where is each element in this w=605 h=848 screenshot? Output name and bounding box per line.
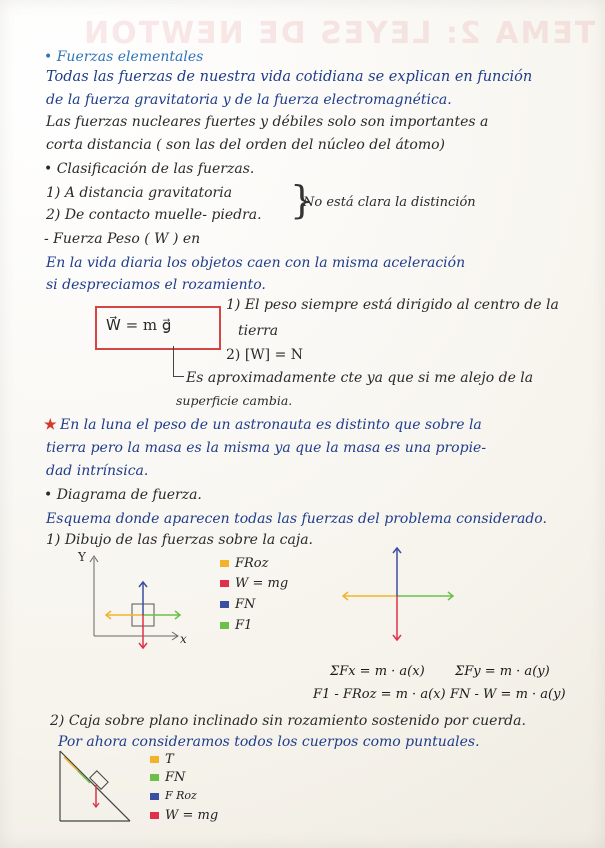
swatch — [220, 622, 229, 629]
classification-note: No está clara la distinción — [303, 195, 476, 210]
classification-item: 1) A distancia gravitatoria — [46, 185, 233, 201]
legend-item: F Roz — [150, 789, 197, 802]
equation-fx: F1 - FRoz = m · a(x) — [313, 687, 446, 702]
legend-item: T — [150, 752, 174, 767]
swatch — [220, 601, 229, 608]
swatch — [150, 756, 159, 763]
box-force-diagram — [80, 552, 190, 662]
heading-diagrama: • Diagrama de fuerza. — [44, 487, 202, 503]
brace-mark: } — [290, 178, 315, 222]
paragraph-line: dad intrínsica. — [46, 463, 149, 479]
weight-property: superficie cambia. — [176, 393, 293, 408]
legend-item: W = mg — [220, 576, 288, 591]
paragraph-line: Esquema donde aparecen todas las fuerzas del problema considerado. — [46, 511, 547, 527]
legend-item: FRoz — [220, 556, 268, 571]
axis-x-label: x — [180, 632, 187, 646]
weight-property: 2) [W] = N — [226, 347, 304, 363]
free-body-diagram — [335, 540, 465, 650]
axis-y-label: Y — [78, 550, 86, 564]
subheading-plano-inclinado: 2) Caja sobre plano inclinado sin rozamiento sostenido por cuerda. — [50, 713, 526, 729]
heading-fuerzas-elementales: • Fuerzas elementales — [44, 49, 204, 65]
paragraph-line: si despreciamos el rozamiento. — [46, 277, 266, 293]
swatch — [220, 580, 229, 587]
weight-formula: W⃗ = m g⃗ — [106, 316, 172, 334]
swatch — [150, 774, 159, 781]
connector-line — [173, 346, 184, 377]
weight-property: tierra — [238, 323, 279, 339]
legend-item: FN — [150, 770, 185, 785]
paragraph-line: En la luna el peso de un astronauta es distinto que sobre la — [60, 417, 482, 433]
heading-fuerza-peso: - Fuerza Peso ( W ) en — [44, 231, 201, 247]
heading-clasificacion: • Clasificación de las fuerzas. — [44, 161, 255, 177]
star-icon: ★ — [44, 417, 57, 433]
swatch — [150, 812, 159, 819]
paragraph-line: En la vida diaria los objetos caen con la misma aceleración — [46, 255, 466, 271]
classification-item: 2) De contacto muelle- piedra. — [46, 207, 262, 223]
paragraph-line: corta distancia ( son las del orden del núcleo del átomo) — [46, 137, 446, 153]
swatch — [150, 793, 159, 800]
weight-property: 1) El peso siempre está dirigido al centro de la — [226, 297, 559, 313]
watermark-title: TEMA 2: LEYES DE NEWTON — [81, 16, 595, 51]
weight-property: Es aproximadamente cte ya que si me alejo de la — [186, 370, 534, 386]
paragraph-line: Por ahora consideramos todos los cuerpos como puntuales. — [58, 734, 480, 750]
equation-fy: FN - W = m · a(y) — [450, 687, 566, 702]
legend-item: W = mg — [150, 808, 218, 823]
paragraph-line: Las fuerzas nucleares fuertes y débiles solo son importantes a — [46, 114, 489, 130]
paragraph-line: de la fuerza gravitatoria y de la fuerza electromagnética. — [46, 92, 452, 108]
equation-sum-fy: ΣFy = m · a(y) — [455, 664, 550, 679]
legend-item: F1 — [220, 618, 252, 633]
inclined-plane-diagram — [56, 745, 136, 830]
swatch — [220, 560, 229, 567]
paragraph-line: Todas las fuerzas de nuestra vida cotidiana se explican en función — [46, 69, 533, 85]
legend-item: FN — [220, 597, 255, 612]
paragraph-line: tierra pero la masa es la misma ya que la masa es una propie- — [46, 440, 487, 456]
subheading-dibujo: 1) Dibujo de las fuerzas sobre la caja. — [46, 532, 314, 548]
equation-sum-fx: ΣFx = m · a(x) — [330, 664, 425, 679]
